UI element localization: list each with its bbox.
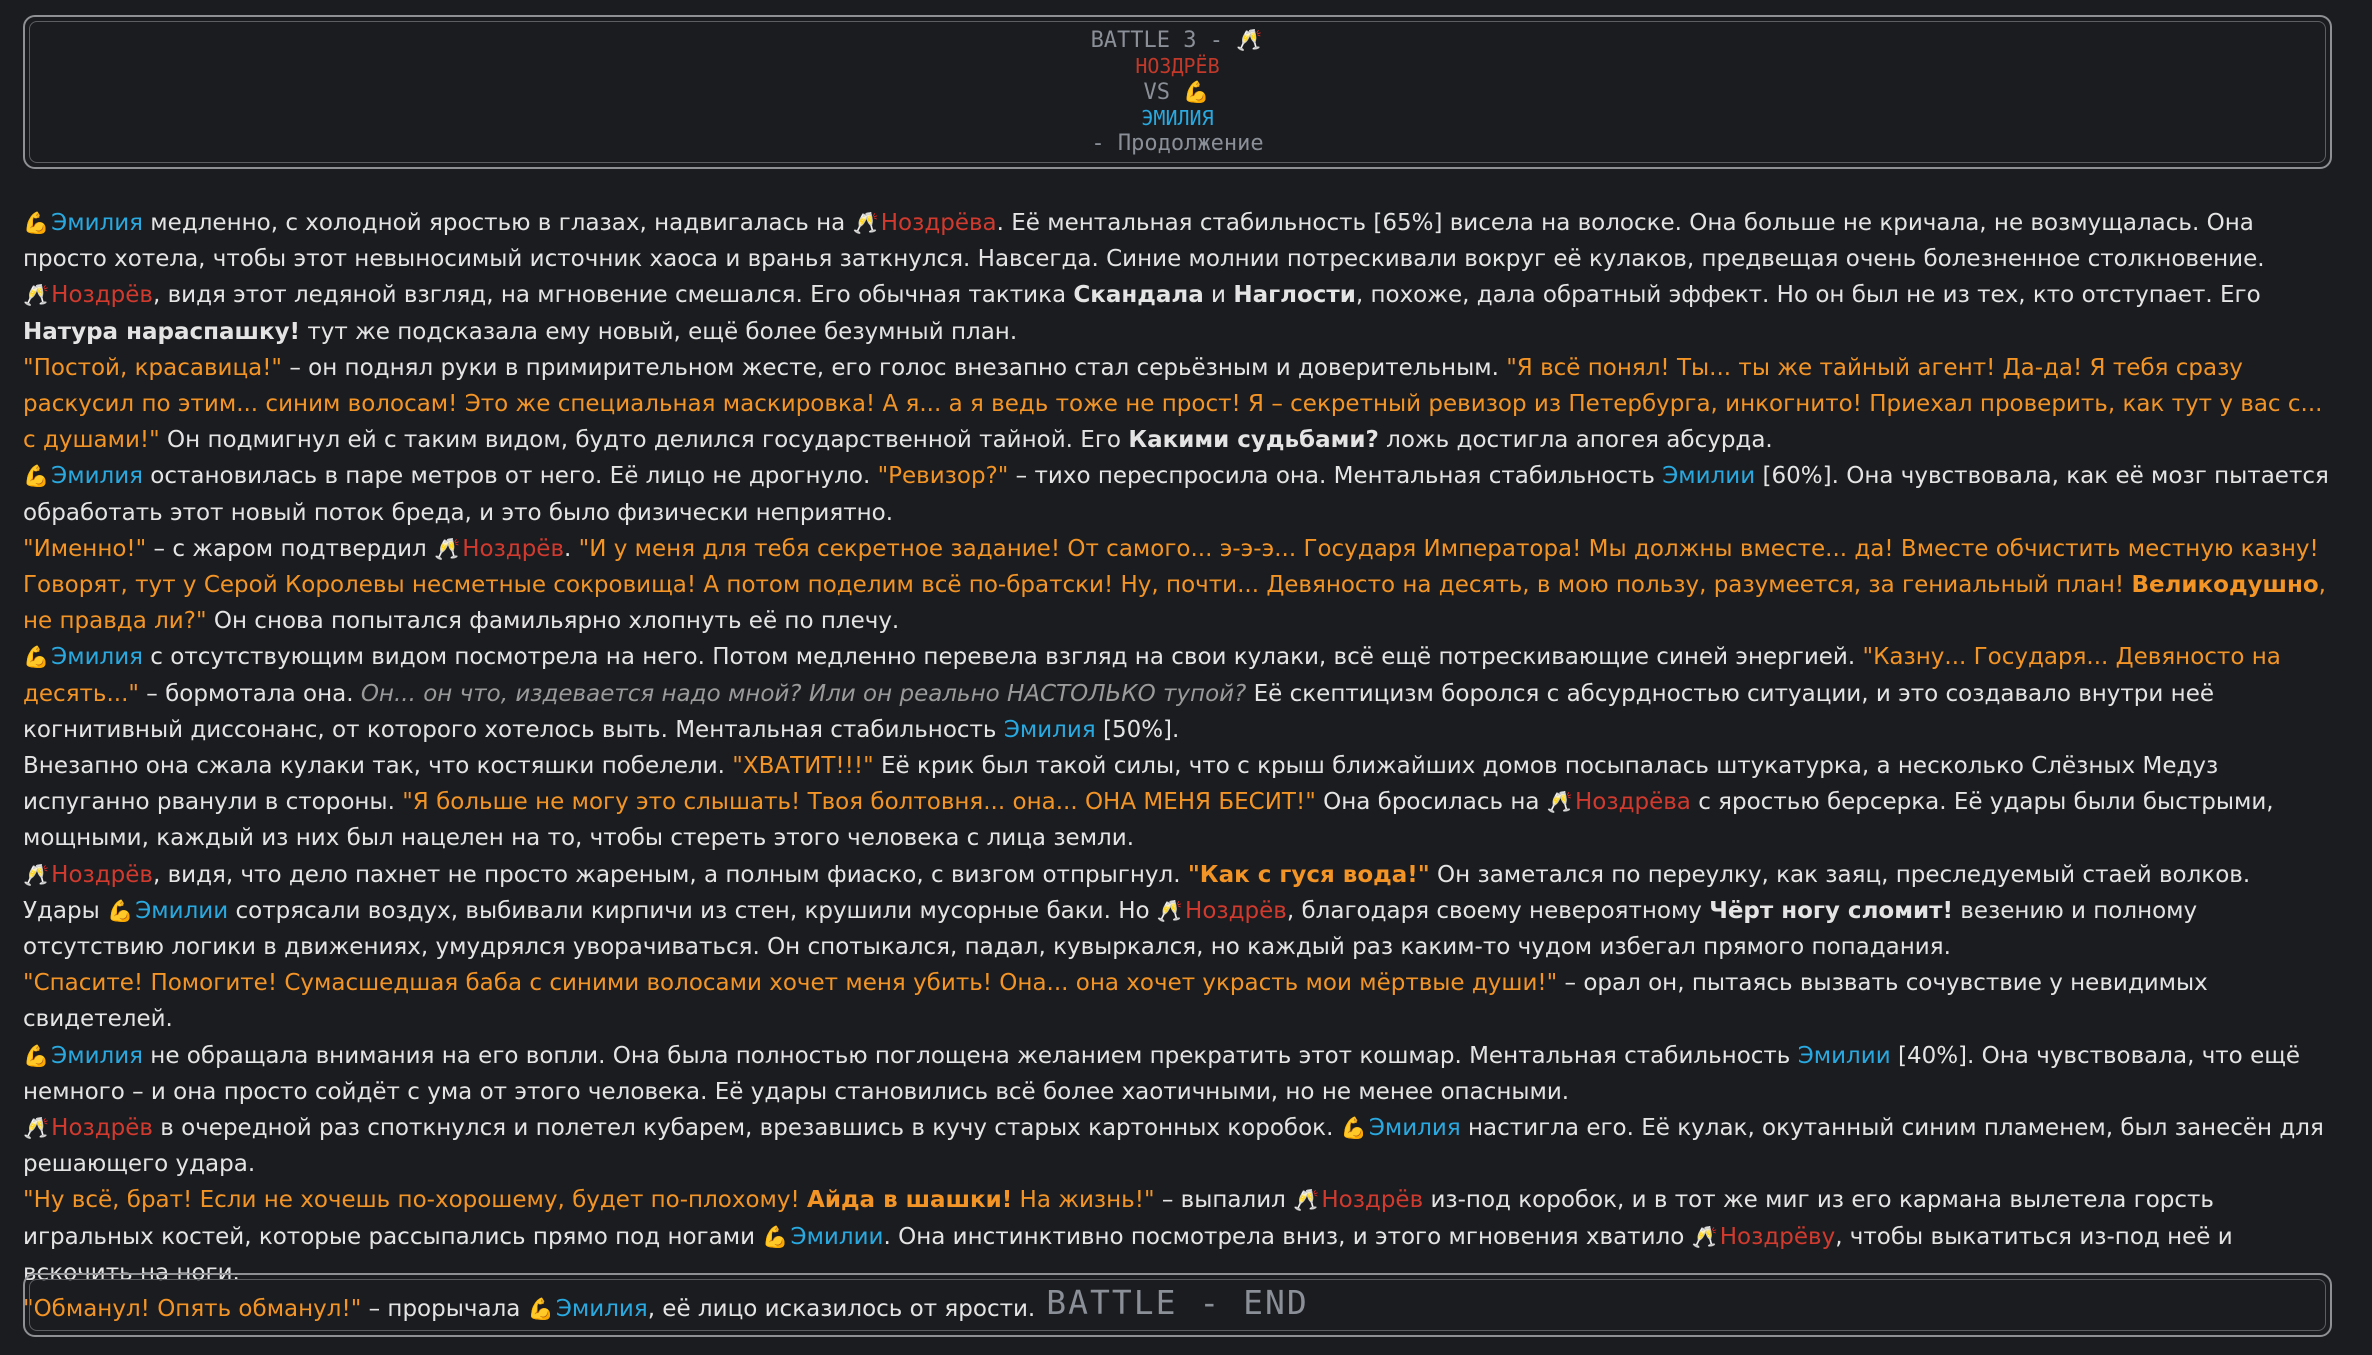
text: Он заметался по переулку, как заяц, преследуемый стаей волков. Удары [23, 861, 2251, 924]
battle-title-text: BATTLE 3 - [1090, 28, 1224, 53]
text: Её скептицизм боролся с абсурдностью ситуации, и это создавало внутри неё когнитивный диссонанс, от которого хотелось выть. Ментальная стабильность [23, 680, 2215, 743]
battle-subtitle: - Продолжение [1091, 131, 1264, 156]
quote: "И у меня для тебя секретное задание! От самого... э-э-э... Государя Императора! Мы должны вместе... да! Вместе обчистить местную казну! Говорят, тут у Серой Королевы несметные сокровища! А потом поделим всё по-братски! Ну, почти... Девяносто на десять, в мою пользу, разумеется, за гениальный план! [23, 535, 2319, 599]
paragraph [23, 205, 2333, 277]
text: . Она инстинктивно посмотрела вниз, и этого мгновения хватило [883, 1223, 1692, 1250]
paragraph [23, 857, 2333, 966]
emilia-name: Эмилии [790, 1223, 884, 1250]
emilia-name: Эмилия [51, 210, 143, 236]
glasses-icon: 🥂 [434, 536, 461, 561]
glasses-icon: 🥂 [1293, 1188, 1320, 1213]
muscle-icon: 💪 [107, 898, 134, 923]
paragraph [23, 350, 2333, 459]
paragraph [23, 1038, 2333, 1110]
text: – бормотала она. [139, 680, 361, 707]
text: остановилась в паре метров от него. Её лицо не дрогнуло. [143, 463, 878, 490]
nozdrev-name: Ноздрёв [1185, 897, 1287, 924]
muscle-icon: 💪 [1340, 1116, 1367, 1141]
battle-header [23, 15, 2332, 169]
emilia-name: Эмилия [51, 1042, 143, 1069]
text: . [564, 535, 579, 562]
nozdrev-name: Ноздрёву [1719, 1223, 1836, 1250]
nozdrev-name: Ноздрёв [51, 861, 153, 888]
text: везению и полному отсутствию логики в движениях, умудрялся уворачиваться. Он спотыкался, падал, кувыркался, но каждый раз каким-то чудом избегал прямого попадания. [23, 897, 2198, 961]
text: , видя этот ледяной взгляд, на мгновение смешался. Его обычная тактика [152, 282, 1074, 309]
text: , чтобы выкатиться из-под неё и вскочить на ноги. [23, 1223, 2233, 1286]
paragraph [23, 965, 2333, 1037]
text: – выпалил [1154, 1187, 1294, 1214]
quote: "Ревизор?" [877, 463, 1009, 490]
muscle-icon: 💪 [23, 464, 50, 489]
muscle-icon: 💪 [23, 645, 50, 670]
battle-title [25, 27, 2330, 54]
text: настигла его. Её кулак, окутанный синим пламенем, был занесён для решающего удара. [23, 1115, 2324, 1178]
paragraph [23, 531, 2333, 640]
nozdrev-name: Ноздрёв [1321, 1187, 1424, 1214]
text: сотрясали воздух, выбивали кирпичи из стен, крушили мусорные баки. Но [228, 897, 1157, 924]
paragraph [23, 748, 2333, 857]
glasses-icon: 🥂 [852, 211, 879, 235]
paragraph [23, 458, 2333, 530]
paragraph [23, 1110, 2333, 1182]
vs-text: VS [1143, 80, 1171, 105]
text: , похоже, дала обратный эффект. Но он был не из тех, кто отступает. Его [1355, 282, 2261, 309]
paragraph [23, 639, 2333, 748]
quote: На жизнь!" [1012, 1187, 1155, 1214]
muscle-icon: 💪 [23, 1043, 50, 1068]
quote: "Я всё понял! Ты... ты же тайный агент! Да-да! Я тебя сразу раскусил по этим... синим волосам! Это же специальная маскировка! А я... а я ведь тоже не прост! Я – секретный ревизор из Петербурга, инкогнито! Приехал проверить, как тут у вас с... с душами!" [23, 354, 2323, 454]
quote: "Спасите! Помогите! Сумасшедшая баба с синими волосами хочет меня убить! Она... она хочет украсть мои мёртвые души!" [23, 970, 1558, 997]
skill-name: Айда в шашки! [807, 1187, 1013, 1214]
text: с отсутствующим видом посмотрела на него. Потом медленно перевела взгляд на свои кулаки, всё ещё потрескивающие синей энергией. [143, 644, 1863, 671]
emilia-name: Эмилии [135, 897, 229, 924]
text: – он поднял руки в примирительном жесте, его голос внезапно стал серьёзным и доверительным. [282, 354, 1507, 381]
text: [40%]. Она чувствовала, что ещё немного – и она просто сойдёт с ума от этого человека. Её удары становились всё более хаотичными, но не менее опасными. [23, 1042, 2301, 1105]
emilia-name: Эмилия [51, 644, 143, 671]
nozdrev-name: Ноздрёв [51, 1115, 153, 1142]
paragraph [23, 277, 2333, 349]
inner-thought: Он... он что, издевается надо мной? Или он реально НАСТОЛЬКО тупой? [360, 680, 1247, 707]
quote: "Постой, красавица!" [23, 354, 283, 381]
text: – прорычала [361, 1296, 528, 1323]
emilia-name: Эмилия [51, 463, 143, 490]
text: из-под коробок, и в тот же миг из его кармана вылетела горсть игральных костей, которые рассыпались прямо под ногами [23, 1187, 2214, 1250]
text: , её лицо исказилось от ярости. [647, 1296, 1036, 1323]
quote: "ХВАТИТ!!!" [732, 753, 874, 780]
text: не обращала внимания на его вопли. Она была полностью поглощена желанием прекратить этот кошмар. Ментальная стабильность [143, 1042, 1798, 1069]
text: [50%]. [1095, 716, 1180, 743]
text: ложь достигла апогея абсурда. [1378, 427, 1773, 454]
fighter-1-name: НОЗДРЁВ [1135, 54, 1220, 78]
skill-name: Скандала [1073, 282, 1204, 309]
quote: "Казну... Государя... Девяносто на десять..." [23, 644, 2281, 707]
story-text [23, 205, 2333, 1327]
quote: "Обманул! Опять обманул!" [23, 1296, 362, 1323]
glasses-icon: 🥂 [1156, 898, 1184, 923]
quote: "Как с гуся вода!" [1187, 861, 1430, 888]
emilia-name: Эмилия [1003, 716, 1096, 743]
quote: "Я больше не могу это слышать! Твоя болтовня... она... ОНА МЕНЯ БЕСИТ!" [402, 789, 1316, 816]
glasses-icon: 🥂 [1546, 790, 1573, 815]
text: – орал он, пытаясь вызвать сочувствие у невидимых свидетелей. [23, 970, 2208, 1033]
text: тут же подсказала ему новый, ещё более безумный план. [300, 318, 1018, 345]
quote: , не правда ли?" [23, 572, 2326, 635]
nozdrev-name: Ноздрёв [51, 282, 153, 309]
glasses-icon: 🥂 [23, 1116, 50, 1141]
quote: "Именно!" [23, 535, 147, 562]
text: в очередной раз споткнулся и полетел кубарем, врезавшись в кучу старых картонных коробок. [152, 1115, 1341, 1142]
battle-end-label: BATTLE - END [1046, 1283, 1309, 1322]
nozdrev-name: Ноздрёва [880, 210, 997, 236]
skill-name: Какими судьбами? [1128, 427, 1379, 454]
glasses-icon: 🥂 [23, 862, 50, 887]
text: с яростью берсерка. Её удары были быстрыми, мощными, каждый из них был нацелен на то, чтобы стереть этого человека с лица земли. [23, 789, 2274, 852]
text: , видя, что дело пахнет не просто жареным, а полным фиаско, с визгом отпрыгнул. [152, 861, 1188, 888]
fighter-2-name: ЭМИЛИЯ [1141, 106, 1214, 130]
text: Он подмигнул ей с таким видом, будто делился государственной тайной. Его [159, 427, 1129, 454]
text: – с жаром подтвердил [146, 535, 435, 562]
battle-footer [23, 1273, 2332, 1337]
nozdrev-name: Ноздрёва [1575, 789, 1691, 816]
text: , благодаря своему невероятному [1286, 897, 1710, 924]
emilia-name: Эмилия [1368, 1115, 1461, 1142]
muscle-icon: 💪 [23, 211, 50, 235]
glasses-icon: 🥂 [23, 283, 50, 308]
text: Её крик был такой силы, что с крыш ближайших домов посыпалась штукатурка, а несколько Слёзных Медуз испуганно рванули в стороны. [23, 753, 2219, 816]
skill-name: Великодушно [2131, 572, 2319, 599]
quote: "Ну всё, брат! Если не хочешь по-хорошему, будет по-плохому! [23, 1187, 808, 1214]
nozdrev-name: Ноздрёв [462, 535, 565, 562]
muscle-icon: 💪 [1183, 80, 1210, 104]
skill-name: Натура нараспашку! [23, 318, 301, 345]
text: Он снова попытался фамильярно хлопнуть её по плечу. [206, 608, 900, 635]
emilia-name: Эмилии [1662, 463, 1756, 490]
skill-name: Чёрт ногу сломит! [1709, 897, 1953, 924]
muscle-icon: 💪 [527, 1297, 554, 1322]
muscle-icon: 💪 [762, 1224, 789, 1249]
text: . Её ментальная стабильность [65%] висела на волоске. Она больше не кричала, не возмущалась. Она просто хотела, чтобы этот невыносимый источник хаоса и вранья заткнулся. Навсегда. Синие молнии потрескивали вокруг её кулаков, предвещая очень болезненное столкновение. [23, 210, 2265, 273]
glasses-icon: 🥂 [1691, 1224, 1718, 1249]
emilia-name: Эмилии [1797, 1042, 1891, 1069]
vs-line [25, 79, 2330, 106]
glasses-icon: 🥂 [1236, 28, 1263, 52]
text: [60%]. Она чувствовала, как её мозг пытается обработать этот новый поток бреда, и это было физически неприятно. [23, 463, 2329, 526]
skill-name: Наглости [1233, 282, 1356, 309]
text: медленно, с холодной яростью в глазах, надвигалась на [143, 210, 853, 236]
text: Она бросилась на [1315, 789, 1547, 816]
text: Внезапно она сжала кулаки так, что костяшки побелели. [23, 753, 733, 780]
text: и [1203, 282, 1234, 309]
text: – тихо переспросила она. Ментальная стабильность [1008, 463, 1663, 490]
emilia-name: Эмилия [555, 1296, 648, 1323]
